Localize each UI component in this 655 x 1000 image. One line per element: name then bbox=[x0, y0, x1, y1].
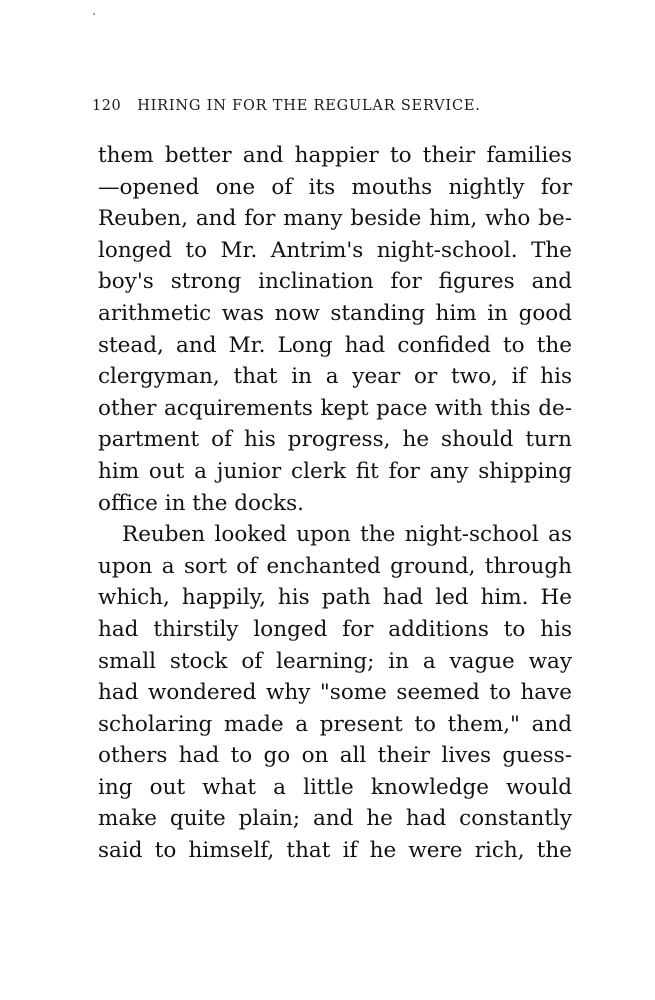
text-line: had wondered why "some seemed to have bbox=[98, 680, 572, 706]
page-number: 120 bbox=[92, 98, 122, 114]
text-line: office in the docks. bbox=[98, 490, 304, 516]
text-line: said to himself, that if he were rich, the bbox=[98, 838, 572, 864]
text-line: had thirstily longed for additions to his bbox=[98, 616, 572, 642]
paragraph bbox=[98, 140, 572, 519]
text-line: others had to go on all their lives guess- bbox=[98, 743, 572, 769]
text-line: boy's strong inclination for figures and bbox=[98, 269, 572, 295]
text-line: Reuben, and for many beside him, who be- bbox=[98, 206, 572, 232]
text-line: him out a junior clerk fit for any shipping bbox=[98, 458, 572, 484]
text-line: other acquirements kept pace with this de- bbox=[98, 395, 572, 421]
running-head bbox=[92, 98, 572, 124]
text-line: arithmetic was now standing him in good bbox=[98, 300, 572, 326]
text-line: stead, and Mr. Long had confided to the bbox=[98, 332, 572, 358]
body-text bbox=[98, 140, 572, 867]
text-line: Reuben looked upon the night-school as bbox=[122, 522, 572, 548]
paragraph bbox=[98, 519, 572, 867]
text-line: them better and happier to their families bbox=[98, 143, 572, 168]
text-line: make quite plain; and he had constantly bbox=[98, 806, 572, 832]
text-line: —opened one of its mouths nightly for bbox=[98, 174, 572, 200]
text-line: clergyman, that in a year or two, if his bbox=[98, 364, 572, 390]
text-line: small stock of learning; in a vague way bbox=[98, 648, 572, 674]
running-title: HIRING IN FOR THE REGULAR SERVICE. bbox=[137, 98, 481, 114]
text-line: partment of his progress, he should turn bbox=[98, 427, 572, 453]
text-line: longed to Mr. Antrim's night-school. The bbox=[98, 237, 572, 263]
text-line: which, happily, his path had led him. He bbox=[98, 585, 572, 611]
text-line: scholaring made a present to them," and bbox=[98, 711, 572, 737]
text-line: upon a sort of enchanted ground, through bbox=[98, 553, 572, 579]
text-line: ing out what a little knowledge would bbox=[98, 774, 572, 800]
paper-speck bbox=[93, 13, 95, 15]
